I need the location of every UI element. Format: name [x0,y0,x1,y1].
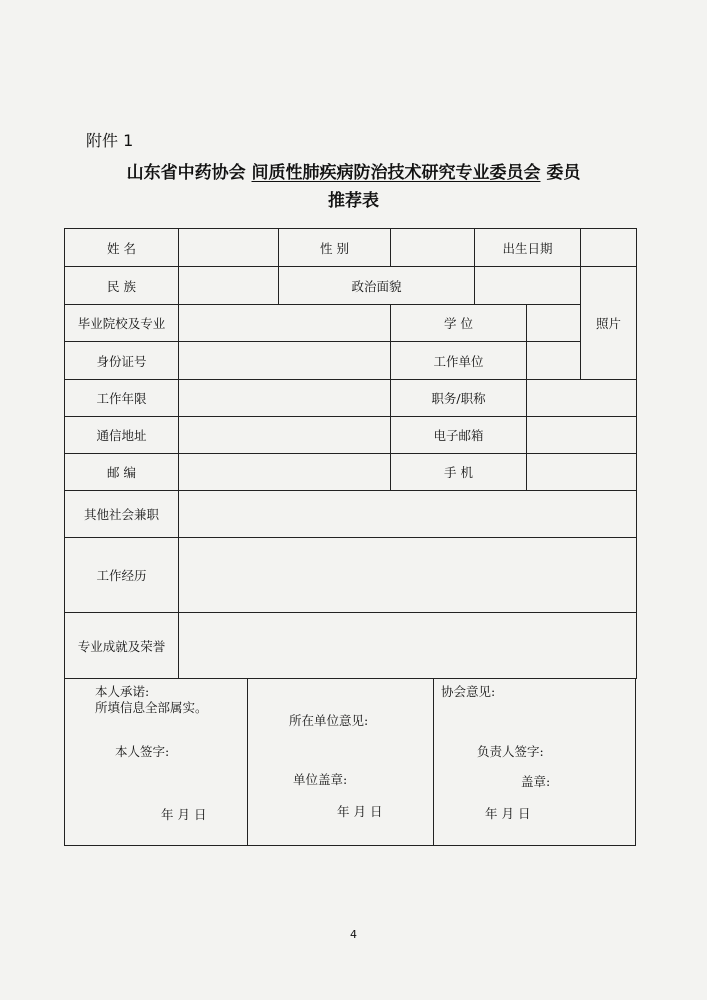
mobile-field[interactable] [527,454,637,491]
label-other-roles: 其他社会兼职 [65,491,179,538]
form-title-line2: 推荐表 [328,191,379,211]
label-ethnicity: 民 族 [65,267,179,305]
work-unit-field[interactable] [527,342,581,380]
label-achievements: 专业成就及荣誉 [65,613,179,679]
label-school-major: 毕业院校及专业 [65,305,179,342]
label-email: 电子邮箱 [391,417,527,454]
label-mobile: 手 机 [391,454,527,491]
label-address: 通信地址 [65,417,179,454]
ethnicity-field[interactable] [179,267,279,305]
attachment-label: 附件 1 [86,131,134,150]
title-committee: 间质性肺疾病防治技术研究专业委员会 [251,163,541,183]
label-work-years: 工作年限 [65,380,179,417]
leader-signature[interactable]: 负责人签字: [477,744,544,759]
pledge-title: 本人承诺: [95,684,150,699]
email-field[interactable] [527,417,637,454]
title-prefix: 山东省中药协会 [126,163,246,183]
postcode-field[interactable] [179,454,391,491]
birth-date-field[interactable] [581,229,637,267]
label-gender: 性 别 [279,229,391,267]
id-number-field[interactable] [179,342,391,380]
other-roles-field[interactable] [179,491,637,538]
unit-date[interactable]: 年 月 日 [337,804,383,819]
unit-opinion[interactable]: 所在单位意见: [289,713,369,728]
photo-cell[interactable]: 照片 [581,267,637,380]
page-number: 4 [350,928,357,941]
degree-field[interactable] [527,305,581,342]
label-work-experience: 工作经历 [65,538,179,613]
label-degree: 学 位 [391,305,527,342]
work-experience-field[interactable] [179,538,637,613]
label-position-title: 职务/职称 [391,380,527,417]
divider [247,678,248,845]
position-title-field[interactable] [527,380,637,417]
divider [433,678,434,845]
recommendation-table [64,228,637,679]
achievements-field[interactable] [179,613,637,679]
self-signature[interactable]: 本人签字: [115,744,170,759]
label-work-unit: 工作单位 [391,342,527,380]
name-field[interactable] [179,229,279,267]
label-political-status: 政治面貌 [279,267,475,305]
association-opinion[interactable]: 协会意见: [441,684,496,699]
label-birth-date: 出生日期 [475,229,581,267]
political-status-field[interactable] [475,267,581,305]
association-date[interactable]: 年 月 日 [485,806,531,821]
title-suffix: 委员 [546,163,581,183]
label-id-number: 身份证号 [65,342,179,380]
self-date[interactable]: 年 月 日 [161,807,207,822]
address-field[interactable] [179,417,391,454]
work-years-field[interactable] [179,380,391,417]
association-seal[interactable]: 盖章: [521,774,551,789]
pledge-text: 所填信息全部属实。 [95,700,208,715]
form-title [0,158,707,183]
signature-section [64,678,636,846]
gender-field[interactable] [391,229,475,267]
unit-seal[interactable]: 单位盖章: [293,772,348,787]
school-major-field[interactable] [179,305,391,342]
label-postcode: 邮 编 [65,454,179,491]
label-name: 姓 名 [65,229,179,267]
